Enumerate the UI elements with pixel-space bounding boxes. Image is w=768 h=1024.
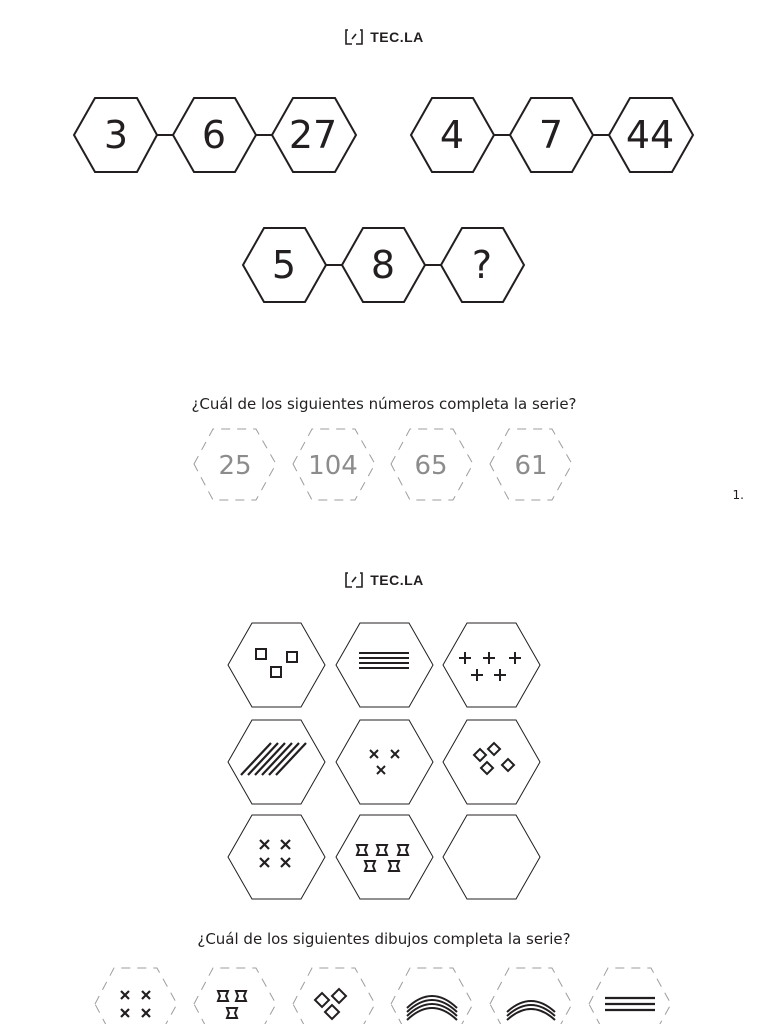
plus-signs-icon bbox=[443, 623, 540, 707]
option-61[interactable] bbox=[490, 429, 572, 500]
empty-cell bbox=[443, 815, 540, 899]
logo-icon bbox=[344, 28, 364, 46]
four-crosses-icon bbox=[228, 815, 325, 899]
brand-header-1 bbox=[0, 26, 768, 46]
sequence-2 bbox=[0, 90, 768, 180]
option-four-crosses-icon[interactable] bbox=[95, 968, 177, 1024]
svg-text:5: 5 bbox=[271, 243, 297, 287]
question-2: ¿Cuál de los siguientes dibujos completa la serie? bbox=[197, 930, 571, 948]
option-three-arcs-icon[interactable] bbox=[490, 968, 572, 1024]
option-three-star-squares-icon[interactable] bbox=[194, 968, 276, 1024]
brand-header-2 bbox=[0, 569, 768, 589]
brand-name: TEC.LA bbox=[370, 571, 424, 588]
squares-icon bbox=[228, 623, 325, 707]
option-25[interactable] bbox=[194, 429, 276, 500]
option-65[interactable] bbox=[391, 429, 473, 500]
number-hexagon bbox=[510, 98, 593, 172]
figure-grid bbox=[0, 615, 768, 905]
svg-text:61: 61 bbox=[514, 451, 548, 481]
option-three-lines-icon[interactable] bbox=[589, 968, 671, 1024]
number-hexagon bbox=[342, 228, 425, 302]
option-three-diamonds-icon[interactable] bbox=[293, 968, 375, 1024]
number-hexagon bbox=[243, 228, 326, 302]
svg-text:25: 25 bbox=[218, 451, 252, 481]
svg-text:3: 3 bbox=[103, 113, 129, 157]
option-104[interactable] bbox=[293, 429, 375, 500]
svg-text:44: 44 bbox=[625, 113, 675, 157]
unknown-hexagon bbox=[441, 228, 524, 302]
number-hexagon bbox=[609, 98, 693, 172]
question-1: ¿Cuál de los siguientes números completa la serie? bbox=[191, 395, 577, 413]
svg-text:65: 65 bbox=[414, 451, 448, 481]
svg-text:?: ? bbox=[471, 243, 493, 287]
svg-text:7: 7 bbox=[538, 113, 564, 157]
brand-name: TEC.LA bbox=[370, 28, 424, 45]
option-four-arcs-icon[interactable] bbox=[391, 968, 473, 1024]
page-number: 1. bbox=[732, 488, 744, 502]
number-hexagon bbox=[411, 98, 494, 172]
sequence-3 bbox=[0, 220, 768, 310]
crosses-icon bbox=[336, 720, 433, 804]
options-1 bbox=[0, 425, 768, 505]
diamonds-icon bbox=[443, 720, 540, 804]
logo-icon bbox=[344, 571, 364, 589]
options-2 bbox=[0, 962, 768, 1024]
star-squares-icon bbox=[336, 815, 433, 899]
svg-text:4: 4 bbox=[439, 113, 465, 157]
diagonal-lines-icon bbox=[228, 720, 325, 804]
svg-text:104: 104 bbox=[308, 451, 358, 481]
horizontal-lines-icon bbox=[336, 623, 433, 707]
svg-text:27: 27 bbox=[288, 113, 338, 157]
svg-text:6: 6 bbox=[201, 113, 227, 157]
svg-text:8: 8 bbox=[370, 243, 396, 287]
